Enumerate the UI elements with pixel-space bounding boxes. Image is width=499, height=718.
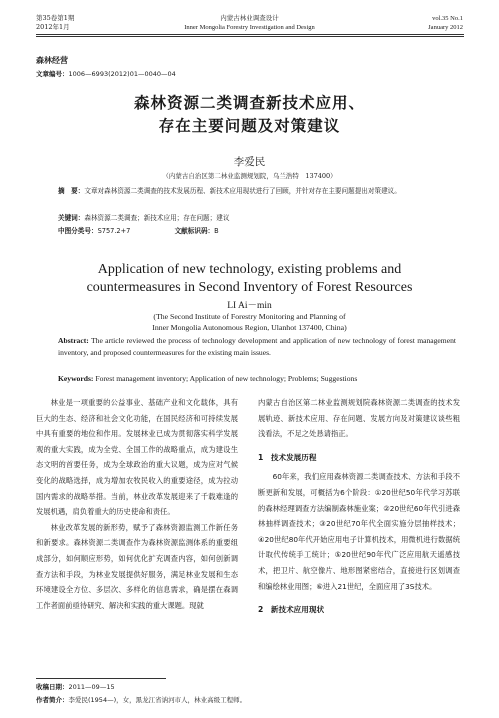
article-number-label: 文章编号： [36,70,69,78]
received-value: 2011—09—15 [68,683,115,691]
body-paragraph: 林业改革发展的新形势，赋予了森林资源监测工作新任务和新要求。森林资源二类调查作为森林资源监测体系的重要组成部分，如何顺应形势，如何优化扩充调查内容，如何创新调查方法和手段，为林业发展提供好服务，满足林业发展和生态环境建设全方位、多层次、多样化的信息需求，确是摆在森调工作者面前亟待研究、解决和实践的重大课题。现就 [36,522,238,610]
abstract-en-text: The article reviewed the process of technology development and application of new technology of forest management inventory, and proposed countermeasures for the existing main issues. [58,336,456,357]
body-right-column [258,395,460,622]
title-cn-line1: 森林资源二类调查新技术应用、 [133,93,365,112]
author-en: LI Ai－min [227,301,272,311]
doc-code-label: 文献标识码： [174,227,215,235]
author-cn: 李爱民 [233,156,266,168]
journal-date-en: January 2012 [428,24,463,31]
journal-name-en: Inner Mongolia Forestry Investigation and Design [184,24,315,31]
abstract-en-label: Abstract: [58,336,89,345]
keywords-cn-text: 森林资源二类调查；新技术应用；存在问题；建议 [84,214,230,222]
keywords-en-label: Keywords: [58,374,94,383]
header-right [428,14,463,32]
footnote-rule [36,678,166,679]
article-number [36,69,176,78]
received-label: 收稿日期： [36,683,69,691]
classification [58,226,452,237]
header-rule-thin [36,36,464,37]
body-paragraph: 林业是一项重要的公益事业、基础产业和文化载体，具有巨大的生态、经济和社会文化功能，在国民经济和可持续发展中具有重要的地位和作用。发展林业已成为贯彻落实科学发展观的重大实践，成为全党、全国工作的战略重点，成为建设生态文明的首要任务，成为全球政治的重大议题，成为应对气候变化的战略选择，成为增加农牧民收入的重要途径，成为拉动国内需求的战略举措。当前，林业改革发展迎来了千载难逢的发展机遇，肩负着重大的历史使命和责任。 [36,398,238,517]
keywords-en [58,373,456,385]
clc-value: S757.2+7 [97,227,131,235]
body-paragraph: 60年来，我们应用森林资源二类调查技术、方法和手段不断更新和发展，可概括为6个阶段：①20世纪50年代学习苏联的森林经理调查方法编制森林施业案；②20世纪60年代引进森林抽样调查技术；③20世纪70年代全面实施分层抽样技术；④20世纪80年代开始应用电子计算机技术，用微机进行数据统计取代传统手工统计；⑤20世纪90年代广泛应用航天遥感技术，把卫片、航空像片、地形图紧密结合，直接进行区划调查和编绘林业用图；⑥进入21世纪，全面应用了3S技术。 [258,472,460,591]
abstract-cn [58,186,452,197]
author-bio-label: 作者简介： [36,696,69,704]
header-rule [36,34,464,35]
title-en-line1: Application of new technology, existing problems and [97,262,402,277]
section-heading: 2 新技术应用现状 [258,605,325,615]
abstract-cn-text: 文章对森林资源二类调查的技术发展历程、新技术应用现状进行了回顾，并针对存在主要问题提出对策建议。 [84,187,401,195]
affiliation-en-line2: Inner Mongolia Autonomous Region, Ulanhot 137400, China) [152,323,347,332]
journal-volume-en: vol.35 No.1 [432,15,463,22]
section-label: 森林经营 [36,56,68,65]
header-center [0,14,499,32]
footnote-author [36,694,464,707]
affiliation-en-line1: (The Second Institute of Forestry Monitoring and Planning of [153,312,346,321]
journal-volume: 第35卷第1期 [36,14,75,22]
journal-name-cn: 内蒙古林业调查设计 [220,14,279,22]
keywords-en-text: Forest management inventory; Application of new technology; Problems; Suggestions [95,374,358,383]
body-paragraph: 内蒙古自治区第二林业监测规划院森林资源二类调查的技术发展轨迹、新技术应用、存在问题、发展方向及对策建议谈些粗浅看法，不足之处恳请指正。 [258,398,460,439]
keywords-cn-label: 关键词： [58,214,85,222]
author-bio-value: 李爱民(1954—)，女，黑龙江省讷河市人，林业高级工程师。 [68,696,247,704]
body-left-column [36,395,238,613]
article-number-value: 1006—6993(2012)01—0040—04 [68,70,176,78]
title-cn-line2: 存在主要问题及对策建议 [158,116,341,135]
footnote-received [36,681,464,694]
affiliation-cn: （内蒙古自治区第二林业监测规划院，乌兰浩特 137400） [162,172,337,180]
abstract-en [58,335,456,358]
journal-date: 2012年1月 [36,23,70,31]
doc-code-value: B [214,227,219,235]
abstract-cn-label: 摘 要： [58,187,85,195]
title-en-line2: countermeasures in Second Inventory of Forest Resources [86,280,413,295]
clc-label: 中图分类号： [58,227,98,235]
section-heading: 1 技术发展历程 [258,452,317,462]
keywords-cn [58,213,452,224]
